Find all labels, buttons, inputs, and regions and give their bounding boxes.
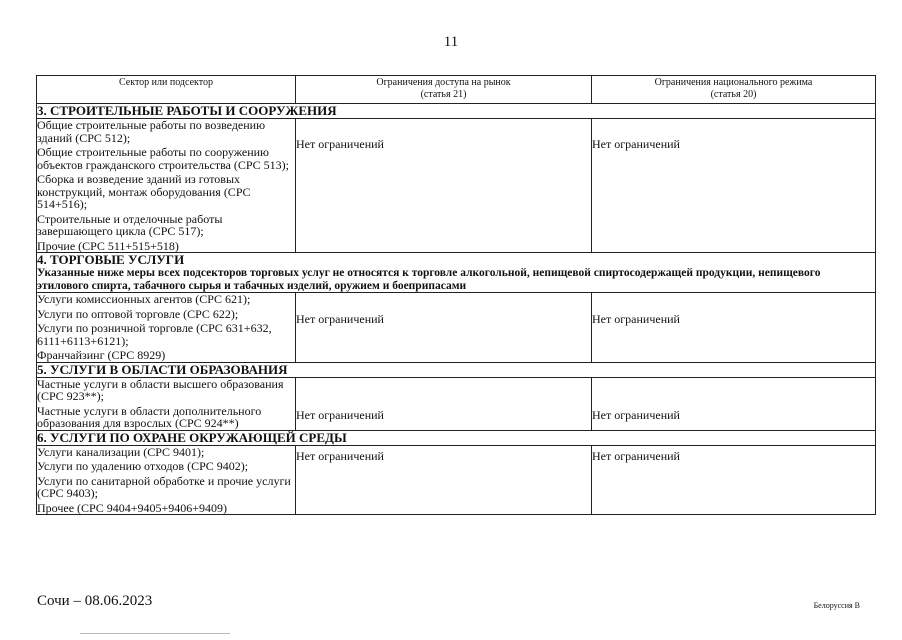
section-title-row	[37, 430, 876, 445]
market-access-text: Нет ограничений	[296, 137, 384, 151]
header-national-treatment	[592, 76, 876, 104]
header-market-access	[296, 76, 592, 104]
scan-artifact-line	[80, 633, 230, 637]
market-access-cell	[296, 119, 592, 253]
table-row	[37, 377, 876, 430]
national-treatment-text: Нет ограничений	[592, 312, 680, 326]
page-number: 11	[443, 34, 459, 50]
national-treatment-cell	[592, 445, 876, 515]
commitments-table	[36, 75, 876, 515]
subsector-item: Общие строительные работы по возведению зданий (CPC 512);	[37, 118, 266, 145]
section-title	[37, 104, 876, 119]
table-row	[37, 445, 876, 515]
footer-party-label: Белоруссия В	[813, 601, 860, 610]
section-title	[37, 362, 876, 377]
section-title-text: 6. УСЛУГИ ПО ОХРАНЕ ОКРУЖАЮЩЕЙ СРЕДЫ	[37, 429, 347, 445]
subsector-item: Услуги по оптовой торговле (CPC 622);	[37, 306, 239, 321]
section-title-row	[37, 104, 876, 119]
subsector-cell	[37, 445, 296, 515]
header-line: Ограничения национального режима	[654, 77, 813, 88]
subsector-item: Прочее (CPC 9404+9405+9406+9409)	[37, 500, 228, 515]
subsector-item: Услуги по удалению отходов (CPC 9402);	[37, 459, 249, 473]
subsector-cell	[37, 293, 296, 363]
table-row	[37, 293, 876, 363]
header-sector	[37, 76, 296, 104]
subsector-item: Услуги по розничной торговле (CPC 631+632, 6111+6113+6121);	[37, 321, 272, 348]
section-title-text: 5. УСЛУГИ В ОБЛАСТИ ОБРАЗОВАНИЯ	[37, 361, 288, 377]
table-row	[37, 119, 876, 253]
market-access-text: Нет ограничений	[296, 407, 384, 422]
section-title-text: 4. ТОРГОВЫЕ УСЛУГИ	[37, 252, 185, 267]
subsector-item: Общие строительные работы по сооружению объектов гражданского строительства (CPC 513);	[37, 145, 289, 172]
subsector-item: Частные услуги в области дополнительного образования для взрослых (CPC 924**)	[37, 403, 262, 430]
subsector-item: Услуги канализации (CPC 9401);	[37, 444, 205, 459]
subsector-cell	[37, 119, 296, 253]
national-treatment-cell	[592, 119, 876, 253]
subsector-item: Строительные и отделочные работы завершающего цикла (CPC 517);	[37, 211, 223, 238]
market-access-cell	[296, 293, 592, 363]
subsector-item: Сборка и возведение зданий из готовых конструкций, монтаж оборудования (CPC 514+516);	[37, 172, 251, 211]
header-line: Сектор или подсектор	[118, 77, 213, 88]
section-title-row	[37, 253, 876, 293]
market-access-text: Нет ограничений	[296, 312, 384, 326]
national-treatment-text: Нет ограничений	[592, 137, 680, 151]
section-title-row	[37, 362, 876, 377]
section-note: Указанные ниже меры всех подсекторов торговых услуг не относятся к торговле алкогольной, непищевой спиртосодержащей продукции, непищевого этилового спирта, табачного сырья и табачных изделий, оружием и боеприпасами	[37, 267, 821, 292]
table-header-row	[37, 76, 876, 104]
national-treatment-text: Нет ограничений	[592, 448, 680, 463]
market-access-cell	[296, 445, 592, 515]
subsector-item: Прочие (CPC 511+515+518)	[37, 238, 179, 253]
section-title	[37, 430, 876, 445]
national-treatment-cell	[592, 293, 876, 363]
subsector-item: Услуги комиссионных агентов (CPC 621);	[37, 292, 251, 306]
footer-place-date: Сочи – 08.06.2023	[37, 593, 153, 609]
subsector-cell	[37, 377, 296, 430]
header-line: (статья 20)	[710, 89, 757, 100]
national-treatment-cell	[592, 377, 876, 430]
market-access-cell	[296, 377, 592, 430]
national-treatment-text: Нет ограничений	[592, 407, 680, 422]
section-title-text: 3. СТРОИТЕЛЬНЫЕ РАБОТЫ И СООРУЖЕНИЯ	[37, 103, 337, 118]
subsector-item: Частные услуги в области высшего образования (CPC 923**);	[37, 376, 284, 403]
header-line: (статья 21)	[420, 89, 467, 100]
header-line: Ограничения доступа на рынок	[376, 77, 511, 88]
section-title	[37, 253, 876, 293]
subsector-item: Франчайзинг (CPC 8929)	[37, 348, 166, 362]
subsector-item: Услуги по санитарной обработке и прочие услуги (CPC 9403);	[37, 473, 291, 500]
market-access-text: Нет ограничений	[296, 448, 384, 463]
